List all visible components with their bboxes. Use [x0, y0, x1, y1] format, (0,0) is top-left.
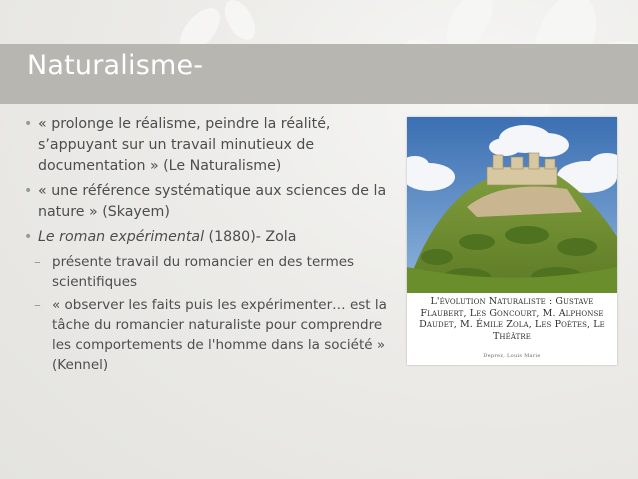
dash-icon: –: [34, 297, 41, 313]
slide-title: Naturalisme-: [27, 50, 204, 81]
book-title: L'évolution Naturaliste : Gustave Flaubert, Les Goncourt, M. Alphonse Daudet, M. Émile Zola, Les Poètes, Le Théâtre: [419, 296, 605, 342]
book-cover: [407, 117, 617, 365]
bullet-item: [24, 181, 394, 223]
book-author: Deprez, Louis Marie: [483, 353, 541, 359]
bullet-item: [24, 114, 394, 177]
bullet-text: « prolonge le réalisme, peindre la réalité, s’appuyant sur un travail minutieux de documentation » (Le Naturalisme): [38, 116, 331, 174]
bullet-item: [24, 227, 394, 248]
bullet-text: « une référence systématique aux sciences de la nature » (Skayem): [38, 183, 387, 220]
sub-bullet-text: « observer les faits puis les expérimenter… est la tâche du romancier naturaliste pour comprendre les comportements de l'homme dans la société » (Kennel): [52, 297, 387, 373]
bullet-list: [24, 114, 394, 378]
bullet-dot-icon: •: [24, 229, 33, 245]
bullet-text: (1880)- Zola: [204, 229, 297, 245]
sub-bullet-item: [34, 295, 394, 375]
bullet-dot-icon: •: [24, 183, 33, 199]
dash-icon: –: [34, 254, 41, 270]
castle-landscape-image: [407, 117, 617, 293]
sub-bullet-text: présente travail du romancier en des termes scientifiques: [52, 254, 355, 290]
book-title-italic: Le roman expérimental: [38, 229, 205, 245]
bullet-dot-icon: •: [24, 116, 33, 132]
sub-bullet-item: [34, 252, 394, 292]
